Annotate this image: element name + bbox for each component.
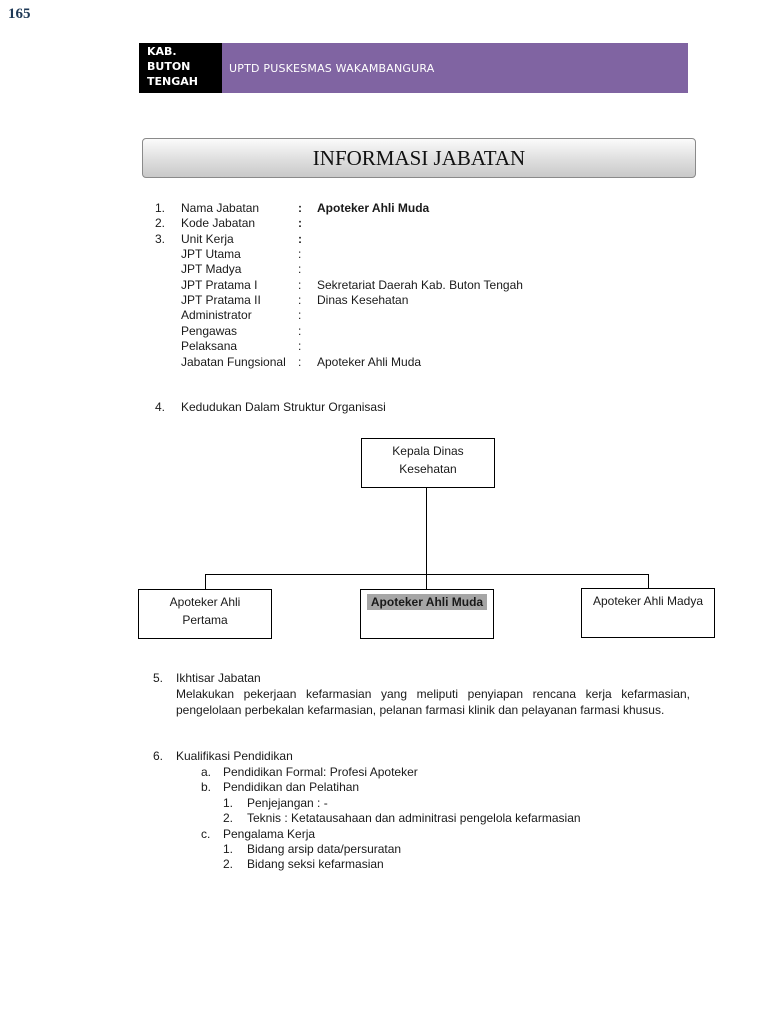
org-box-kepala-dinas <box>361 438 495 488</box>
org-box-line: Kepala Dinas <box>392 444 464 458</box>
list-item: Pendidikan Formal: Profesi Apoteker <box>223 765 418 779</box>
list-marker: 2. <box>223 857 234 871</box>
org-box-line: Apoteker Ahli <box>169 595 241 609</box>
list-item: Penjejangan : - <box>247 796 328 810</box>
region-label <box>139 43 222 93</box>
field-colon: : <box>298 278 302 292</box>
list-marker: b. <box>201 780 212 794</box>
field-number: 2. <box>155 216 166 230</box>
section-number: 4. <box>155 400 166 414</box>
field-number: 1. <box>155 201 166 215</box>
list-marker: 1. <box>223 842 234 856</box>
field-colon: : <box>298 324 302 338</box>
org-box-ahli-muda <box>360 589 494 639</box>
org-box-ahli-pertama <box>138 589 272 639</box>
region-line: BUTON <box>147 60 191 73</box>
field-colon: : <box>298 247 302 261</box>
field-value-jpt-pratama-1: Sekretariat Daerah Kab. Buton Tengah <box>317 278 523 292</box>
field-label-unit-kerja: Unit Kerja <box>181 232 234 246</box>
org-box-highlighted-label: Apoteker Ahli Muda <box>367 594 487 610</box>
list-marker: c. <box>201 827 211 841</box>
field-value-nama-jabatan: Apoteker Ahli Muda <box>317 201 430 215</box>
field-number: 3. <box>155 232 166 246</box>
field-label-pelaksana: Pelaksana <box>181 339 238 353</box>
field-label-jpt-madya: JPT Madya <box>181 262 242 276</box>
list-item: Pendidikan dan Pelatihan <box>223 780 360 794</box>
org-connector <box>205 574 206 589</box>
field-colon: : <box>298 262 302 276</box>
org-connector <box>205 574 649 575</box>
ikhtisar-paragraph: Melakukan pekerjaan kefarmasian yang meliputi penyiapan rencana kerja kefarmasian, pengelolaan perbekalan kefarmasian, pelanan farmasi klinik dan pelayanan farmasi khusus. <box>176 687 690 717</box>
org-box-line: Pertama <box>182 613 228 627</box>
section-heading-struktur: Kedudukan Dalam Struktur Organisasi <box>181 400 386 414</box>
page-number: 165 <box>8 6 31 22</box>
field-label-nama-jabatan: Nama Jabatan <box>181 201 260 215</box>
field-label-jpt-utama: JPT Utama <box>181 247 241 261</box>
field-value-jpt-pratama-2: Dinas Kesehatan <box>317 293 409 307</box>
org-connector <box>648 574 649 588</box>
section-heading-kualifikasi: Kualifikasi Pendidikan <box>176 749 293 763</box>
section-number: 5. <box>153 671 164 685</box>
field-colon: : <box>298 355 302 369</box>
list-marker: 2. <box>223 811 234 825</box>
field-colon: : <box>298 293 302 307</box>
field-colon: : <box>298 339 302 353</box>
field-label-jpt-pratama-2: JPT Pratama II <box>181 293 261 307</box>
list-item: Bidang seksi kefarmasian <box>247 857 384 871</box>
field-colon: : <box>298 201 302 215</box>
region-line: KAB. <box>147 45 177 58</box>
org-box-line: Kesehatan <box>399 462 457 476</box>
list-item: Teknis : Ketatausahaan dan adminitrasi pengelola kefarmasian <box>247 811 581 825</box>
org-box-ahli-madya <box>581 588 715 638</box>
section-heading-ikhtisar: Ikhtisar Jabatan <box>176 671 261 685</box>
org-box-line: Apoteker Ahli Madya <box>592 594 704 608</box>
field-colon: : <box>298 232 302 246</box>
field-label-jpt-pratama-1: JPT Pratama I <box>181 278 258 292</box>
region-line: TENGAH <box>147 75 198 88</box>
field-label-administrator: Administrator <box>181 308 252 322</box>
document-title: INFORMASI JABATAN <box>142 138 696 178</box>
institution-name: UPTD PUSKESMAS WAKAMBANGURA <box>222 43 688 93</box>
list-item: Bidang arsip data/persuratan <box>247 842 402 856</box>
list-marker: a. <box>201 765 212 779</box>
field-colon: : <box>298 216 302 230</box>
document-header <box>139 43 688 93</box>
field-label-kode-jabatan: Kode Jabatan <box>181 216 256 230</box>
section-number: 6. <box>153 749 164 763</box>
field-colon: : <box>298 308 302 322</box>
field-label-jabatan-fungsional: Jabatan Fungsional <box>181 355 286 369</box>
list-item: Pengalama Kerja <box>223 827 316 841</box>
field-value-jabatan-fungsional: Apoteker Ahli Muda <box>317 355 422 369</box>
field-label-pengawas: Pengawas <box>181 324 238 338</box>
list-marker: 1. <box>223 796 234 810</box>
